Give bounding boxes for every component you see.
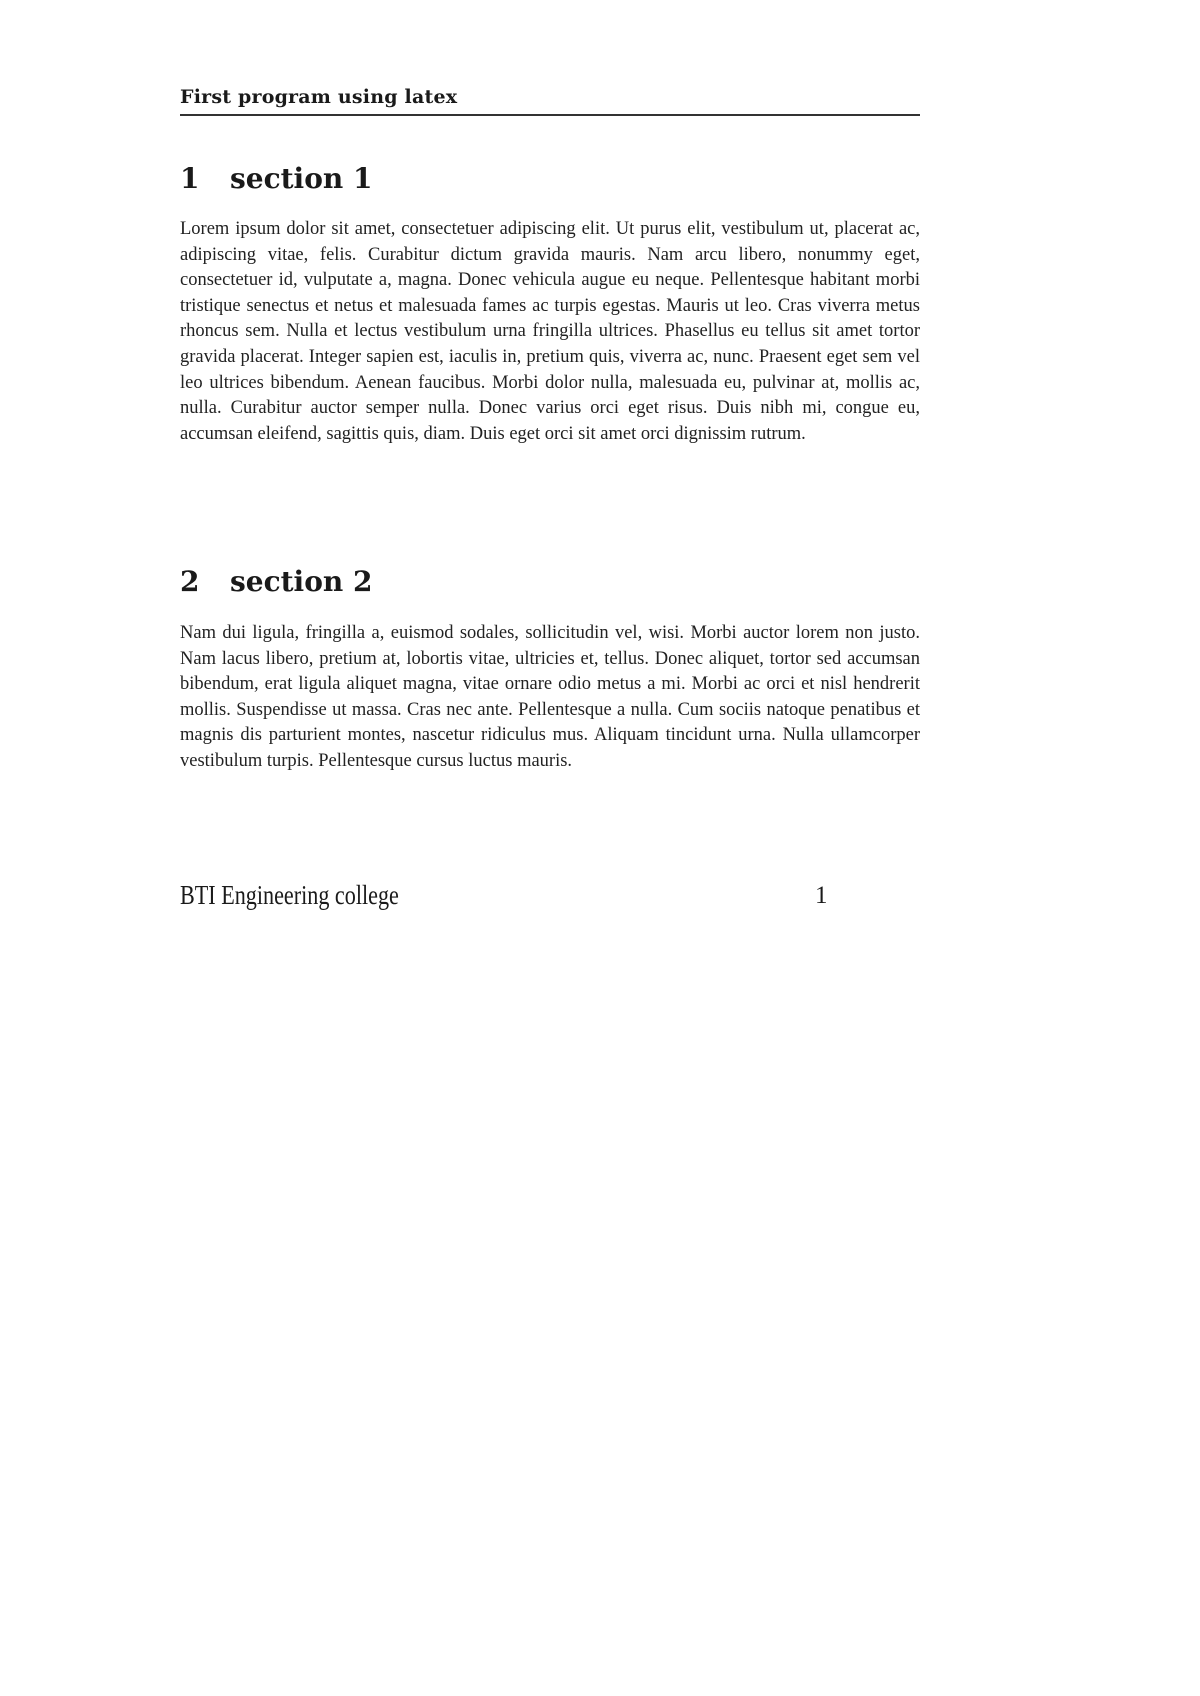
section-2-heading: [180, 565, 372, 599]
section-1-heading: [180, 162, 372, 196]
section-2-title: section 2: [230, 565, 373, 598]
page-header: [180, 84, 920, 116]
footer-institution: BTI Engineering college: [180, 880, 399, 910]
section-1-title: section 1: [230, 162, 373, 195]
footer-page-number: 1: [815, 882, 828, 909]
header-title: First program using latex: [180, 86, 458, 108]
section-1-number: 1: [180, 162, 200, 195]
section-2-body: Nam dui ligula, fringilla a, euismod sodales, sollicitudin vel, wisi. Morbi auctor lorem non justo. Nam lacus libero, pretium at, lobortis vitae, ultricies et, tellus. Donec aliquet, tortor sed accumsan bibendum, erat ligula aliquet magna, vitae ornare odio metus a mi. Morbi ac orci et nisl hendrerit mollis. Suspendisse ut massa. Cras nec ante. Pellentesque a nulla. Cum sociis natoque penatibus et magnis dis parturient montes, nascetur ridiculus mus. Aliquam tincidunt urna. Nulla ullamcorper vestibulum turpis. Pellentesque cursus luctus mauris.: [180, 623, 920, 771]
section-2-number: 2: [180, 565, 200, 598]
section-1-body: Lorem ipsum dolor sit amet, consectetuer adipiscing elit. Ut purus elit, vestibulum ut, placerat ac, adipiscing vitae, felis. Curabitur dictum gravida mauris. Nam arcu libero, nonummy eget, consectetuer id, vulputate a, magna. Donec vehicula augue eu neque. Pellentesque habitant morbi tristique senectus et netus et malesuada fames ac turpis egestas. Mauris ut leo. Cras viverra metus rhoncus sem. Nulla et lectus vestibulum urna fringilla ultrices. Phasellus eu tellus sit amet tortor gravida placerat. Integer sapien est, iaculis in, pretium quis, viverra ac, nunc. Praesent eget sem vel leo ultrices bibendum. Aenean faucibus. Morbi dolor nulla, malesuada eu, pulvinar at, mollis ac, nulla. Curabitur auctor semper nulla. Donec varius orci eget risus. Duis nibh mi, congue eu, accumsan eleifend, sagittis quis, diam. Duis eget orci sit amet orci dignissim rutrum.: [180, 219, 920, 444]
